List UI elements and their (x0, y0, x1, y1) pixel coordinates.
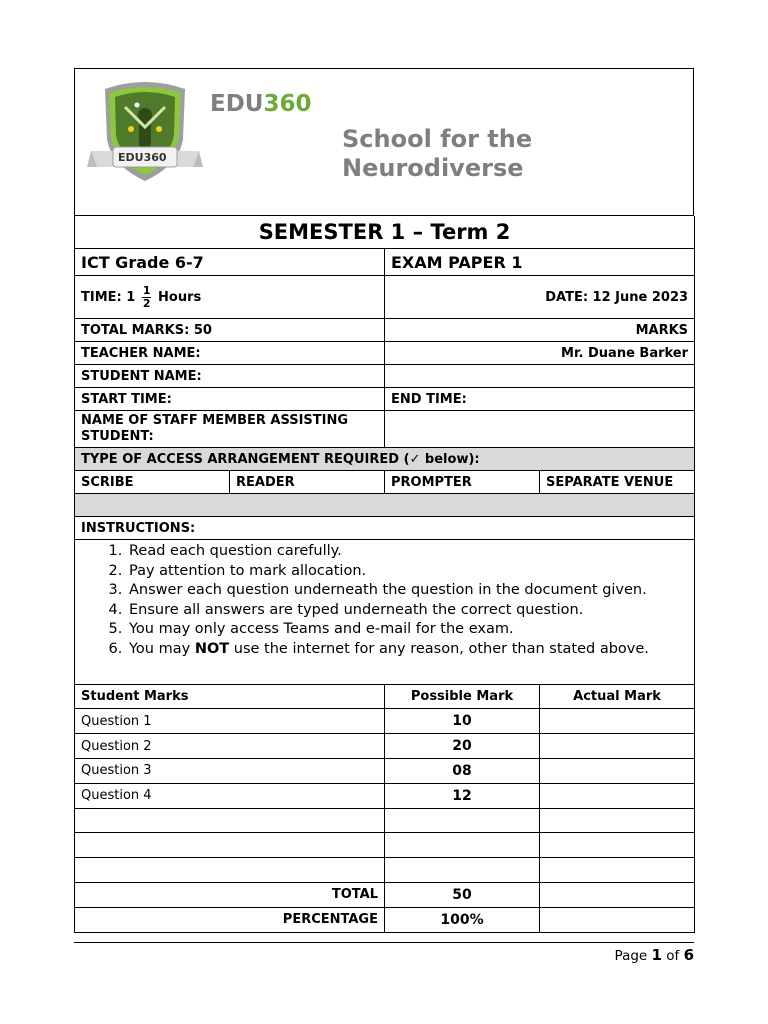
actual-percentage-field[interactable] (540, 907, 695, 932)
total-pages: 6 (683, 946, 694, 964)
staff-row (75, 411, 695, 448)
actual-mark-field[interactable] (540, 734, 695, 759)
empty-cell (75, 808, 385, 833)
student-label: STUDENT NAME: (75, 365, 385, 388)
possible-mark: 20 (385, 734, 540, 759)
instruction-6-before: You may (129, 640, 195, 657)
question-label: Question 3 (75, 758, 385, 783)
marks-row (75, 319, 695, 342)
subject-name: ICT Grade 6-7 (75, 249, 385, 276)
access-options-row (75, 471, 695, 494)
teacher-label: TEACHER NAME: (75, 342, 385, 365)
brand-accent: 360 (263, 91, 312, 117)
school-tagline (342, 125, 532, 183)
access-option-reader[interactable]: READER (230, 471, 385, 494)
question-label: Question 1 (75, 709, 385, 734)
exam-cover-page (74, 68, 694, 933)
footer-divider (74, 942, 694, 943)
access-option-prompter[interactable]: PROMPTER (385, 471, 540, 494)
instructions-cell (75, 540, 695, 685)
time-label: TIME: 1 (81, 289, 136, 305)
instruction-item: 3. Answer each question underneath the question in the document given. (127, 581, 688, 601)
paper-name: EXAM PAPER 1 (385, 249, 695, 276)
end-time-field[interactable]: END TIME: (385, 388, 695, 411)
page-word: Page (614, 948, 648, 964)
school-crest-logo (87, 77, 203, 185)
instruction-item: 4. Ensure all answers are typed underneath the correct question. (127, 601, 688, 621)
empty-cell (540, 808, 695, 833)
exam-title: SEMESTER 1 – Term 2 (75, 216, 695, 249)
total-label: TOTAL (75, 882, 385, 907)
instructions-list (81, 542, 688, 660)
percentage-label: PERCENTAGE (75, 907, 385, 932)
brand-name (210, 91, 312, 117)
staff-name-field[interactable] (385, 411, 695, 448)
table-row (75, 734, 695, 759)
exam-duration (75, 276, 385, 319)
empty-cell (385, 858, 540, 883)
instruction-item: 2. Pay attention to mark allocation. (127, 562, 688, 582)
access-header-row (75, 448, 695, 471)
teacher-row (75, 342, 695, 365)
current-page: 1 (651, 946, 662, 964)
percentage-row (75, 907, 695, 932)
empty-cell (75, 858, 385, 883)
title-row (75, 216, 695, 249)
time-unit: Hours (158, 289, 202, 305)
teacher-value: Mr. Duane Barker (385, 342, 695, 365)
subject-row (75, 249, 695, 276)
exam-info-table (74, 216, 695, 933)
table-row (75, 709, 695, 734)
table-row (75, 833, 695, 858)
time-fields-row (75, 388, 695, 411)
possible-mark: 12 (385, 783, 540, 808)
page-footer (615, 946, 694, 964)
instructions-label: INSTRUCTIONS: (75, 517, 695, 540)
percentage-value: 100% (385, 907, 540, 932)
student-name-field[interactable] (385, 365, 695, 388)
empty-cell (75, 833, 385, 858)
actual-total-field[interactable] (540, 882, 695, 907)
access-option-separate-venue[interactable]: SEPARATE VENUE (540, 471, 695, 494)
access-tick-area[interactable] (75, 494, 695, 517)
actual-mark-field[interactable] (540, 709, 695, 734)
table-row (75, 783, 695, 808)
actual-mark-field[interactable] (540, 783, 695, 808)
empty-cell (385, 833, 540, 858)
table-row (75, 808, 695, 833)
marks-header-student: Student Marks (75, 684, 385, 709)
instructions-row (75, 540, 695, 685)
time-row (75, 276, 695, 319)
staff-label: NAME OF STAFF MEMBER ASSISTING STUDENT: (75, 411, 385, 448)
empty-cell (540, 858, 695, 883)
possible-mark: 10 (385, 709, 540, 734)
table-row (75, 858, 695, 883)
student-row (75, 365, 695, 388)
access-label: TYPE OF ACCESS ARRANGEMENT REQUIRED (✓ below): (75, 448, 695, 471)
marks-header-possible: Possible Mark (385, 684, 540, 709)
of-word: of (666, 948, 680, 964)
total-row (75, 882, 695, 907)
question-label: Question 2 (75, 734, 385, 759)
total-value: 50 (385, 882, 540, 907)
school-header (74, 68, 694, 216)
brand-prefix: EDU (210, 91, 264, 117)
fraction-numerator: 1 (142, 283, 151, 297)
start-time-field[interactable]: START TIME: (75, 388, 385, 411)
tagline-line-2: Neurodiverse (342, 154, 524, 182)
marks-header-actual: Actual Mark (540, 684, 695, 709)
exam-date: DATE: 12 June 2023 (385, 276, 695, 319)
empty-cell (385, 808, 540, 833)
instruction-6-after: use the internet for any reason, other than stated above. (229, 640, 649, 657)
question-label: Question 4 (75, 783, 385, 808)
access-option-scribe[interactable]: SCRIBE (75, 471, 230, 494)
possible-mark: 08 (385, 758, 540, 783)
access-tick-row (75, 494, 695, 517)
instruction-item: 5. You may only access Teams and e-mail for the exam. (127, 620, 688, 640)
empty-cell (540, 833, 695, 858)
instructions-header-row (75, 517, 695, 540)
instruction-item: 1. Read each question carefully. (127, 542, 688, 562)
tagline-line-1: School for the (342, 125, 533, 153)
instruction-item (127, 640, 688, 660)
total-marks: TOTAL MARKS: 50 (75, 319, 385, 342)
marks-header-row (75, 684, 695, 709)
marks-label: MARKS (385, 319, 695, 342)
time-fraction (142, 285, 152, 310)
fraction-denominator: 2 (142, 296, 151, 310)
table-row (75, 758, 695, 783)
instruction-6-bold: NOT (194, 640, 230, 657)
crest-badge-text: EDU360 (118, 151, 167, 164)
actual-mark-field[interactable] (540, 758, 695, 783)
